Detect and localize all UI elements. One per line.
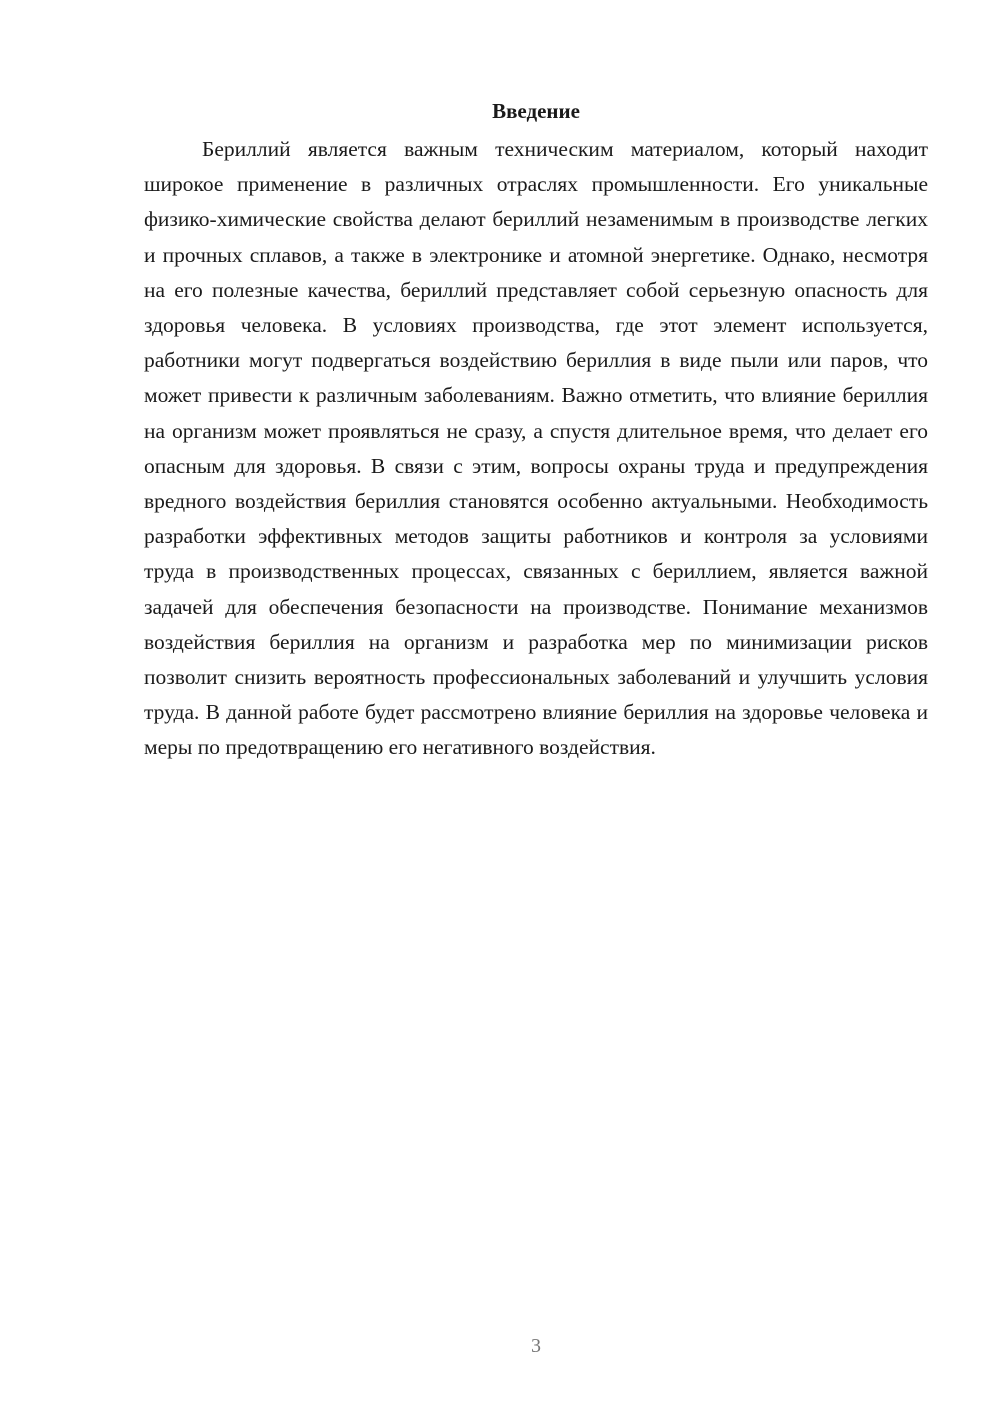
page-content [144, 96, 928, 766]
page-number: 3 [531, 1335, 541, 1357]
body-paragraph: Бериллий является важным техническим материалом, который находит широкое применение в различных отраслях промышленности. Его уникальные физико-химические свойства делают бериллий незаменимым в производстве легких и прочных сплавов, а также в электронике и атомной энергетике. Однако, несмотря на его полезные качества, бериллий представляет собой серьезную опасность для здоровья человека. В условиях производства, где этот элемент используется, работники могут подвергаться воздействию бериллия в виде пыли или паров, что может привести к различным заболеваниям. Важно отметить, что влияние бериллия на организм может проявляться не сразу, а спустя длительное время, что делает его опасным для здоровья. В связи с этим, вопросы охраны труда и предупреждения вредного воздействия бериллия становятся особенно актуальными. Необходимость разработки эффективных методов защиты работников и контроля за условиями труда в производственных процессах, связанных с бериллием, является важной задачей для обеспечения безопасности на производстве. Понимание механизмов воздействия бериллия на организм и разработка мер по минимизации рисков позволит снизить вероятность профессиональных заболеваний и улучшить условия труда. В данной работе будет рассмотрено влияние бериллия на здоровье человека и меры по предотвращению его негативного воздействия. [144, 137, 928, 760]
section-title: Введение [492, 99, 580, 123]
